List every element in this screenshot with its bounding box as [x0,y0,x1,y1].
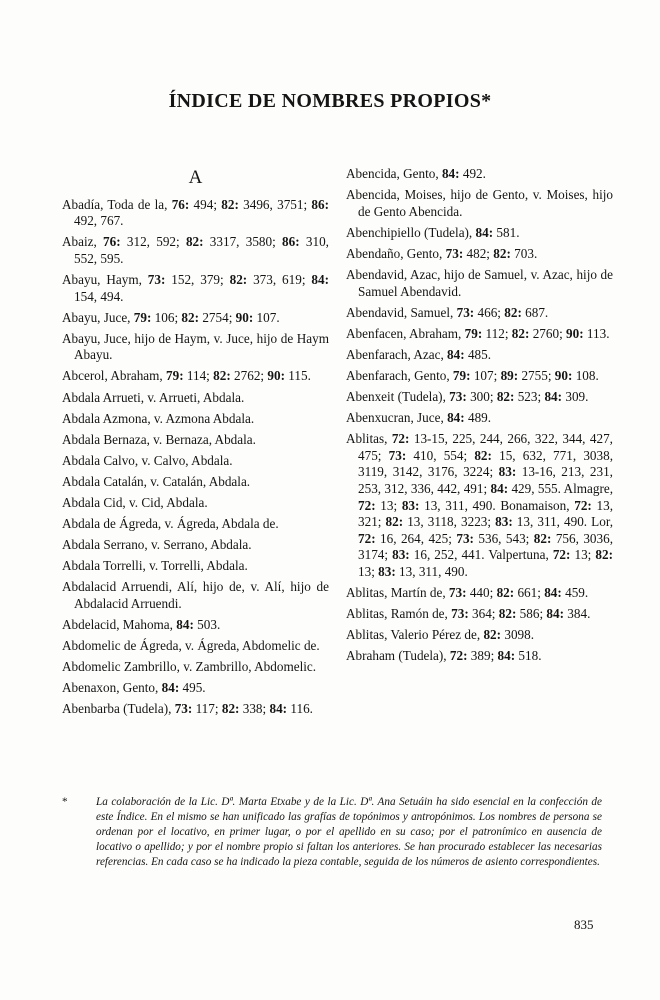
volume-number: 73: [456,304,475,320]
volume-number: 86: [311,196,330,212]
volume-number: 84: [546,606,564,622]
volume-number: 73: [451,606,469,622]
volume-number: 73: [456,530,474,546]
index-entry: Abendavid, Azac, hijo de Samuel, v. Azac, hijo de Samuel Abendavid. [346,266,613,299]
volume-number: 84: [269,701,288,717]
index-column-left [62,164,329,723]
index-entry: Abdala Azmona, v. Azmona Abdala. [62,410,255,426]
index-entry: Abaiz, 76: 312, 592; 82: 3317, 3580; 86: 310, 552, 595. [62,234,329,266]
footnote [62,795,602,870]
page-title: ÍNDICE DE NOMBRES PROPIOS* [168,90,492,112]
index-entry: Abenfacen, Abraham, 79: 112; 82: 2760; 90: 113. [346,325,610,341]
volume-number: 82: [533,530,552,546]
volume-number: 90: [566,325,584,341]
entry-list-left [62,197,329,718]
entry-list-right [346,166,613,665]
volume-number: 84: [447,346,465,362]
index-entry: Abadía, Toda de la, 76: 494; 82: 3496, 3751; 86: 492, 767. [62,196,330,229]
volume-number: 73: [449,389,467,405]
footnote-text: La colaboración de la Lic. Dª. Marta Etxabe y de la Lic. Dª. Ana Setuáin ha sido esencial en la confección de este Índice. En el mismo se han unificado las grafías de topónimos y antropónimos. Los nombres de persona se ordenan por el locativo, en primer lugar, o por el apellido en su caso; por el patronímico en ausencia de locativo o apellido; y por el nombre propio si faltan los anteriores. Se han procurado establecer las necesarias referencias. En cada caso se ha indicado la pieza contable, seguida de los números de asiento correspondientes. [96,796,602,868]
volume-number: 79: [464,325,483,341]
volume-number: 84: [544,389,563,405]
index-entry: Abdala de Ágreda, v. Ágreda, Abdala de. [62,516,279,532]
index-entry: Abayu, Juce, hijo de Haym, v. Juce, hijo de Haym Abayu. [62,330,329,363]
volume-number: 82: [385,514,404,530]
volume-number: 76: [103,234,121,250]
volume-number: 82: [221,701,240,717]
index-column-right [346,166,613,669]
volume-number: 82: [185,234,204,250]
volume-number: 82: [474,447,492,463]
index-entry: Ablitas, Martín de, 73: 440; 82: 661; 84: 459. [346,585,589,601]
volume-number: 73: [445,245,464,261]
index-entry: Abayu, Haym, 73: 152, 379; 82: 373, 619; 84: 154, 494. [62,271,329,304]
index-entry: Abdalacid Arruendi, Alí, hijo de, v. Alí, hijo de Abdalacid Arruendi. [62,579,329,611]
volume-number: 82: [496,389,515,405]
index-entry: Abdala Cid, v. Cid, Abdala. [62,495,208,510]
volume-number: 84: [490,481,509,496]
index-entry: Abenaxon, Gento, 84: 495. [62,680,206,696]
volume-number: 82: [213,368,231,384]
volume-number: 82: [595,547,613,563]
volume-number: 72: [552,547,571,563]
index-entry: Abcerol, Abraham, 79: 114; 82: 2762; 90: 115. [62,368,311,384]
index-entry: Abenxucran, Juce, 84: 489. [346,410,492,426]
index-entry: Abayu, Juce, 79: 106; 82: 2754; 90: 107. [62,309,280,325]
index-entry: Abdomelic de Ágreda, v. Ágreda, Abdomelic de. [62,638,320,654]
index-entry: Abdala Serrano, v. Serrano, Abdala. [62,537,252,553]
index-entry: Abenfarach, Azac, 84: 485. [346,346,492,362]
volume-number: 82: [483,627,502,643]
volume-number: 72: [574,497,592,513]
volume-number: 72: [449,648,468,664]
index-entry: Ablitas, Valerio Pérez de, 82: 3098. [346,627,535,643]
volume-number: 84: [441,166,460,181]
volume-number: 83: [392,547,410,563]
index-entry: Abenfarach, Gento, 79: 107; 89: 2755; 90: 108. [346,367,599,383]
volume-number: 82: [496,585,515,601]
volume-number: 82: [493,245,511,261]
volume-number: 82: [504,304,522,320]
index-entry: Abraham (Tudela), 72: 389; 84: 518. [346,648,542,664]
page-number: 835 [574,917,594,932]
volume-number: 73: [174,701,193,717]
volume-number: 89: [500,367,519,383]
index-entry: Abdomelic Zambrillo, v. Zambrillo, Abdomelic. [62,659,317,675]
footnote-mark: * [62,796,68,808]
volume-number: 82: [221,196,239,212]
volume-number: 83: [401,497,420,513]
volume-number: 79: [166,368,184,384]
volume-number: 73: [388,447,407,463]
volume-number: 83: [378,563,396,579]
volume-number: 90: [554,367,573,383]
index-entry: Abencida, Moises, hijo de Gento, v. Moises, hijo de Gento Abencida. [346,187,613,219]
volume-number: 82: [181,309,200,325]
volume-number: 84: [544,585,562,601]
volume-number: 82: [498,606,517,622]
volume-number: 90: [267,368,285,384]
index-entry: Abendavid, Samuel, 73: 466; 82: 687. [346,304,549,320]
index-entry: Abdelacid, Mahoma, 84: 503. [62,617,221,633]
index-entry: Abendaño, Gento, 73: 482; 82: 703. [346,245,538,261]
index-entry: Abdala Arrueti, v. Arrueti, Abdala. [62,389,245,405]
volume-number: 79: [452,367,471,383]
volume-number: 84: [475,224,494,240]
index-entry: Abdala Bernaza, v. Bernaza, Abdala. [62,431,256,447]
volume-number: 84: [161,680,180,696]
volume-number: 90: [235,309,254,325]
index-entry: Abdala Calvo, v. Calvo, Abdala. [62,452,233,468]
volume-number: 86: [282,234,300,250]
volume-number: 84: [447,410,465,426]
volume-number: 82: [511,325,530,341]
index-entry: Abenxeit (Tudela), 73: 300; 82: 523; 84: 309. [346,389,589,405]
index-entry: Abencida, Gento, 84: 492. [346,166,486,181]
volume-number: 84: [497,648,516,664]
index-entry: Abenchipiello (Tudela), 84: 581. [346,224,520,240]
volume-number: 72: [358,497,376,513]
volume-number: 84: [311,271,329,287]
volume-number: 73: [448,585,467,601]
volume-number: 84: [176,617,194,633]
volume-number: 79: [133,309,152,325]
volume-number: 73: [147,271,166,287]
index-entry: Abenbarba (Tudela), 73: 117; 82: 338; 84: 116. [62,701,313,717]
section-letter: A [188,167,203,188]
volume-number: 83: [495,514,513,530]
index-entry: Abdala Torrelli, v. Torrelli, Abdala. [62,558,248,574]
volume-number: 72: [358,530,376,546]
index-entry: Abdala Catalán, v. Catalán, Abdala. [62,473,251,489]
volume-number: 72: [391,431,410,447]
index-entry: Ablitas, Ramón de, 73: 364; 82: 586; 84: 384. [346,606,591,622]
index-entry: Ablitas, 72: 13-15, 225, 244, 266, 322, 344, 427, 475; 73: 410, 554; 82: 15, 632, 771, 3038, 3119, 3142, 3176, 3224; 83: 13-16, 213, 231, 253, 312, 336, 442, 491; 84: 429, 555. Almagre, 72: 13; 83: 13, 311, 490. Bonamaison, 72: 13, 321; 82: 13, 3118, 3223; 83: 13, 311, 490. Lor, 72: 16, 264, 425; 73: 536, 543; 82: 756, 3036, 3174; 83: 16, 252, 441. Valpertuna, 72: 13; 82: 13; 83: 13, 311, 490. [346,431,614,579]
volume-number: 76: [171,196,190,212]
volume-number: 83: [498,464,517,480]
volume-number: 82: [229,271,248,287]
